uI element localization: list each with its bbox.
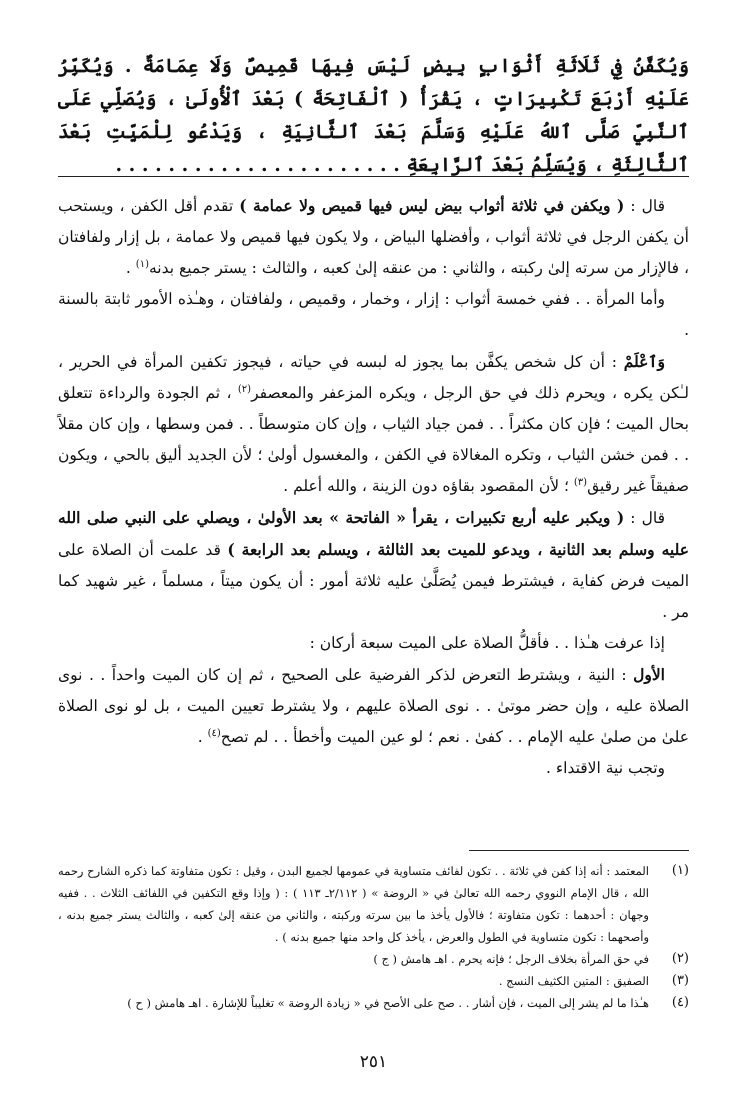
commentary-text-4: قد علمت أن الصلاة على الميت فرض كفاية ، فيشترط فيمن يُصَلَّىٰ عليه ثلاثة أمور : أن يكون ميتاً ، مسلماً ، غير شهيد كما مر . (58, 541, 689, 621)
page-number: ٢٥١ (359, 1052, 388, 1072)
commentary-paragraph-2: وأما المرأة . . ففي خمسة أثواب : إزار ، وخمار ، وقميص ، ولفافتان ، وهـٰذه الأمور ثابتة بالسنة . (58, 290, 689, 339)
footnotes-block (58, 860, 689, 1014)
qala-label: قال : (624, 197, 665, 215)
commentary-text-3c: ؛ لأن المقصود بقاؤه دون الزينة ، والله أعلم . (283, 477, 574, 495)
footnote-ref-1[interactable]: (١) (135, 258, 149, 270)
commentary-body (58, 190, 689, 784)
footnote-text: في حق المرأة بخلاف الرجل ؛ فإنه يحرم . اهـ هامش ( ج ) (373, 952, 649, 966)
waalam-heading: وَٱعْلَمْ (623, 352, 665, 371)
footnote-number: (٣) (671, 973, 689, 988)
footnote-4 (58, 992, 689, 1014)
commentary-text-3b: ، ثم الجودة والرداءة تتعلق بحال الميت ؛ فإن كان مكثراً . . فمن جياد الثياب ، وإن كان متوسطاً . . فمن وسطها ، وإن كان مقلاً . . فمن خشن الثياب ، وتكره المغالاة في الكفن ، والمغسول أولىٰ ؛ لأن الجديد أليق بالحي ، ويكون صفيقاً غير رقيق (58, 384, 689, 495)
commentary-paragraph-5: إذا عرفت هـٰذا . . فأقلُّ الصلاة على الميت سبعة أركان : (309, 634, 665, 652)
footnote-ref-3[interactable]: (٣) (573, 476, 588, 488)
paragraph-end: . (125, 259, 136, 277)
commentary-text-6: : النية ، ويشترط التعرض لذكر الفرضية على الصحيح ، ثم إن كان الميت واحداً . . نوى الصلاة عليه ، وإن حضر موتىٰ . . نوى الصلاة عليهم ، ولا يشترط تعيين الميت ، بل لو نوى الصلاة علىٰ من صلىٰ عليه الإمام . . كفىٰ . نعم ؛ لو عين الميت وأخطأ . . لم تصح (58, 666, 689, 746)
matn-text-block (58, 50, 689, 182)
matn-paragraph: وَيُكَفَّنُ فِي ثَلَاثَةِ أَثْوَابٍ بِيضٍ لَيْسَ فِيهَا قَمِيصٌ وَلَا عِمَامَةٌ . وَيُكَبِّرُ عَلَيْهِ أَرْبَعَ تَكْبِيرَاتٍ ، يَقْرَأُ ( ٱلْفَاتِحَةَ ) بَعْدَ ٱلْأُولَىٰ ، وَيُصَلِّي عَلَى ٱلنَّبِيِّ صَلَّى ٱللهُ عَلَيْهِ وَسَلَّمَ بَعْدَ ٱلثَّانِيَةِ ، وَيَدْعُو لِلْمَيِّتِ بَعْدَ ٱلثَّالِثَةِ ، وَيُسَلِّمُ بَعْدَ ٱلرَّابِعَةِ . . . . . . . . . . . . . . . . . . . . . . (58, 55, 689, 176)
commentary-text-3a: : أن كل شخص يكفَّن بما يجوز له لبسه في حياته ، فيجوز تكفين المرأة في الحرير ، لـٰكن يكره ، ويحرم ذلك في حق الرجل ، ويكره المزعفر والمعصفر (58, 353, 689, 402)
paragraph-end: . (197, 728, 208, 746)
footnote-divider (469, 850, 689, 851)
footnote-number: (٤) (671, 995, 689, 1010)
footnote-2 (58, 948, 689, 970)
commentary-paragraph-1 (58, 190, 689, 284)
footnote-number: (١) (671, 863, 689, 878)
commentary-paragraph-7: وتجب نية الاقتداء . (546, 759, 665, 777)
commentary-paragraph-6 (58, 659, 689, 753)
first-pillar-heading: الأول (633, 665, 665, 684)
commentary-paragraph-4 (58, 502, 689, 628)
qala-label: قال : (624, 509, 665, 527)
footnote-text: هـٰذا ما لم يشر إلى الميت ، فإن أشار . . صح على الأصح في « زيادة الروضة » تغليباً للإشارة . اهـ هامش ( ح ) (127, 996, 649, 1010)
footnote-number: (٢) (671, 951, 689, 966)
footnote-text: الصفيق : المتين الكثيف النسج . (498, 974, 649, 988)
footnote-ref-4[interactable]: (٤) (207, 727, 221, 739)
matn-quote-1: ( ويكفن في ثلاثة أثواب بيض ليس فيها قميص ولا عمامة ) (239, 196, 625, 215)
commentary-paragraph-3 (58, 346, 689, 502)
footnote-3 (58, 970, 689, 992)
matn-quote-2: ( ويكبر عليه أربع تكبيرات ، يقرأ « الفاتحة » بعد الأولىٰ ، ويصلي على النبي صلى الله عليه وسلم بعد الثانية ، ويدعو للميت بعد الثالثة ، ويسلم بعد الرابعة ) (58, 508, 689, 559)
footnote-ref-2[interactable]: (٢) (237, 383, 252, 395)
commentary-text-1: تقدم أقل الكفن ، ويستحب أن يكفن الرجل في ثلاثة أثواب ، وأفضلها البياض ، ولا يكون فيها قميص ولا عمامة ، بل إزار ولفافتان ، فالإزار من سرته إلىٰ ركبته ، والثاني : من عنقه إلىٰ كعبه ، والثالث : يستر جميع بدنه (58, 197, 689, 277)
footnote-1 (58, 860, 689, 948)
footnote-text: المعتمد : أنه إذا كفن في ثلاثة . . تكون لفائف متساوية في عمومها لجميع البدن ، وقيل : تكون متفاوتة كما ذكره الشارح رحمه الله ، قال الإمام النووي رحمه الله تعالىٰ في « الروضة » ( ٢/١١٢ـ ١١٣ ) : ( وإذا وقع التكفين في اللفائف الثلاث . . ففيه وجهان : أحدهما : تكون متفاوتة ؛ فالأول يأخذ ما بين سرته وركبته ، والثاني من عنقه إلىٰ كعبه ، والثالث يستر جميع بدنه ، وأصحهما : تكون متساوية في الطول والعرض ، يأخذ كل واحد منها جميع بدنه ) . (58, 864, 649, 944)
matn-divider (58, 176, 689, 177)
